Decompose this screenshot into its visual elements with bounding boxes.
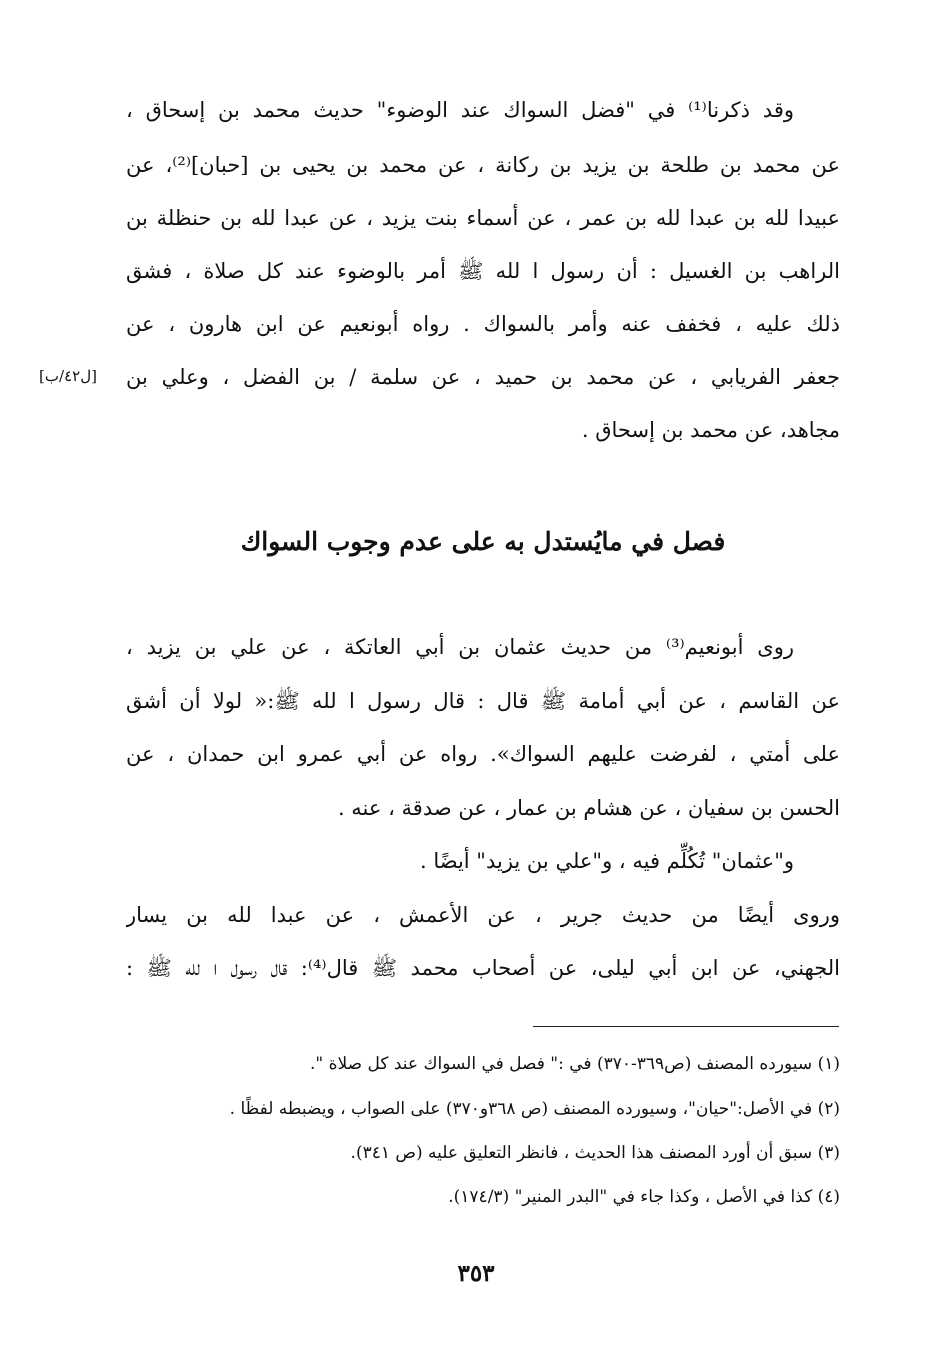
footnote: (٤) كذا في الأصل ، وكذا جاء في "البدر المنير" (١٧٤/٣). xyxy=(448,1187,840,1207)
body-line: عن محمد بن طلحة بن يزيد بن ركانة ، عن محمد بن يحيى بن [حبان]⁽²⁾، عن xyxy=(126,153,840,177)
section-heading: فصل في مايُستدل به على عدم وجوب السواك xyxy=(240,527,726,556)
body-line: و"عثمان" تُكُلِّم فيه ، و"علي بن يزيد" أيضًا . xyxy=(419,849,794,873)
footnote: (٣) سبق أن أورد المصنف هذا الحديث ، فانظر التعليق عليه (ص ٣٤١). xyxy=(350,1143,840,1163)
footnote-separator xyxy=(533,1026,839,1027)
page-number: ٣٥٣ xyxy=(457,1260,495,1287)
body-line: وروى أيضًا من حديث جرير ، عن الأعمش ، عن عبدا لله بن يسار xyxy=(126,903,840,927)
body-line: ذلك عليه ، فخفف عنه وأمر بالسواك . رواه أبونعيم عن ابن هارون ، عن xyxy=(126,312,840,336)
manuscript-folio-note: [ل٤٢/ب] xyxy=(39,367,97,385)
body-line: روى أبونعيم⁽³⁾ من حديث عثمان بن أبي العاتكة ، عن علي بن يزيد ، xyxy=(126,635,794,659)
body-line: الحسن بن سفيان ، عن هشام بن عمار ، عن صدقة ، عنه . xyxy=(337,796,840,820)
body-line: الراهب بن الغسيل : أن رسول ا لله ﷺ أمر بالوضوء عند كل صلاة ، فشق xyxy=(126,259,840,283)
footnote: (١) سيورده المصنف (ص٣٦٩-٣٧٠) في :" فصل في السواك عند كل صلاة ". xyxy=(309,1054,840,1074)
footnote: (٢) في الأصل:"حيان"، وسيورده المصنف (ص ٣٦٨و٣٧٠) على الصواب ، ويضبطه لفظًا . xyxy=(229,1099,840,1119)
body-line: الجهني، عن ابن أبي ليلى، عن أصحاب محمد ﷺ قال⁽⁴⁾: قال رسول ا لله ﷺ : xyxy=(126,956,840,980)
body-line: على أمتي ، لفرضت عليهم السواك». رواه عن أبي عمرو ابن حمدان ، عن xyxy=(126,742,840,766)
body-line: جعفر الفريابي ، عن محمد بن حميد ، عن سلمة / بن الفضل ، وعلي بن xyxy=(126,365,840,389)
body-line: عبيدا لله بن عبدا لله بن عمر ، عن أسماء بنت يزيد ، عن عبدا لله بن حنظلة بن xyxy=(126,206,840,230)
body-line: مجاهد، عن محمد بن إسحاق . xyxy=(581,418,840,442)
body-line: عن القاسم ، عن أبي أمامة ﷺ قال : قال رسول ا لله ﷺ:« لولا أن أشق xyxy=(126,689,840,713)
body-line: وقد ذكرنا⁽¹⁾ في "فضل السواك عند الوضوء" حديث محمد بن إسحاق ، xyxy=(126,98,794,122)
